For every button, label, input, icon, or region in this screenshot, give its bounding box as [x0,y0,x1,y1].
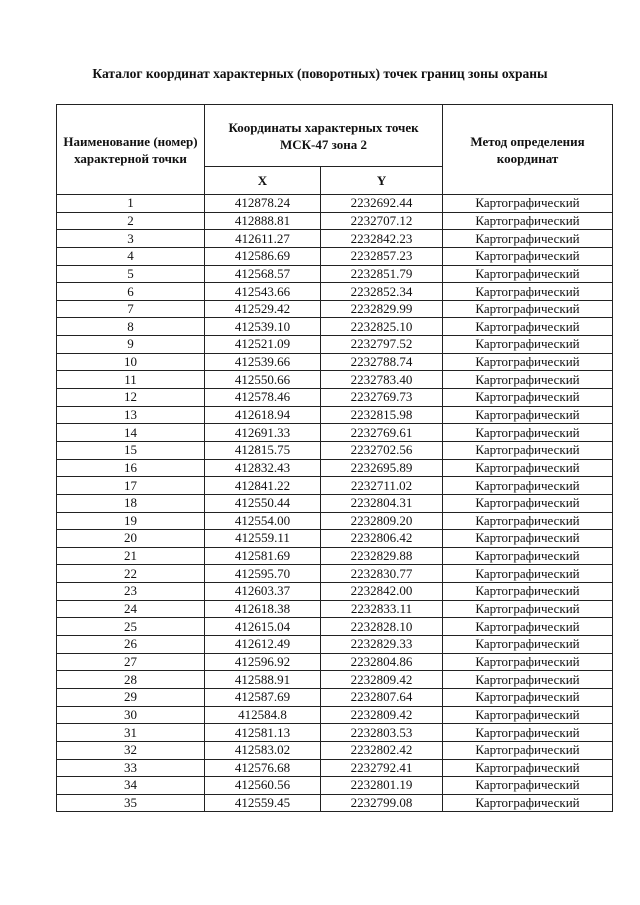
method-cell: Картографический [443,230,613,248]
table-body [57,195,613,812]
y-coordinate-cell: 2232857.23 [321,247,443,265]
method-cell: Картографический [443,371,613,389]
x-header: X [205,167,321,195]
point-number-cell: 31 [57,724,205,742]
y-coordinate-cell: 2232707.12 [321,212,443,230]
method-cell: Картографический [443,724,613,742]
point-number-cell: 13 [57,406,205,424]
point-number-cell: 27 [57,653,205,671]
y-coordinate-cell: 2232803.53 [321,724,443,742]
table-row [57,583,613,601]
y-coordinate-cell: 2232825.10 [321,318,443,336]
x-coordinate-cell: 412611.27 [205,230,321,248]
y-coordinate-cell: 2232806.42 [321,530,443,548]
y-coordinate-cell: 2232692.44 [321,195,443,213]
table-row [57,212,613,230]
y-coordinate-cell: 2232852.34 [321,283,443,301]
method-cell: Картографический [443,424,613,442]
method-cell: Картографический [443,265,613,283]
method-cell: Картографический [443,389,613,407]
method-cell: Картографический [443,600,613,618]
table-row [57,777,613,795]
y-coordinate-cell: 2232807.64 [321,688,443,706]
method-cell: Картографический [443,777,613,795]
method-cell: Картографический [443,353,613,371]
y-coordinate-cell: 2232804.86 [321,653,443,671]
table-row [57,759,613,777]
method-cell: Картографический [443,688,613,706]
method-cell: Картографический [443,300,613,318]
table-row [57,618,613,636]
table-row [57,265,613,283]
method-cell: Картографический [443,441,613,459]
x-coordinate-cell: 412584.8 [205,706,321,724]
point-number-cell: 26 [57,636,205,654]
point-number-cell: 1 [57,195,205,213]
x-coordinate-cell: 412543.66 [205,283,321,301]
y-coordinate-cell: 2232809.42 [321,706,443,724]
y-coordinate-cell: 2232809.42 [321,671,443,689]
method-cell: Картографический [443,583,613,601]
method-cell: Картографический [443,706,613,724]
table-row [57,441,613,459]
coordinates-header: Координаты характерных точек МСК-47 зона 2 [205,105,443,167]
method-cell: Картографический [443,406,613,424]
table-row [57,477,613,495]
method-cell: Картографический [443,636,613,654]
point-number-cell: 6 [57,283,205,301]
table-row [57,389,613,407]
point-number-cell: 20 [57,530,205,548]
table-row [57,371,613,389]
point-number-cell: 32 [57,741,205,759]
y-coordinate-cell: 2232829.33 [321,636,443,654]
point-number-cell: 21 [57,547,205,565]
page-title: Каталог координат характерных (поворотных) точек границ зоны охраны [92,66,548,81]
method-cell: Картографический [443,653,613,671]
point-number-cell: 2 [57,212,205,230]
table-row [57,688,613,706]
table-row [57,530,613,548]
y-coordinate-cell: 2232809.20 [321,512,443,530]
method-cell: Картографический [443,671,613,689]
y-coordinate-cell: 2232783.40 [321,371,443,389]
table-row [57,247,613,265]
coordinates-table [56,104,613,812]
y-coordinate-cell: 2232802.42 [321,741,443,759]
method-cell: Картографический [443,741,613,759]
x-coordinate-cell: 412539.66 [205,353,321,371]
table-row [57,565,613,583]
table-row [57,600,613,618]
method-cell: Картографический [443,565,613,583]
table-row [57,195,613,213]
x-coordinate-cell: 412529.42 [205,300,321,318]
table-row [57,706,613,724]
point-number-cell: 28 [57,671,205,689]
point-number-cell: 35 [57,794,205,812]
y-coordinate-cell: 2232797.52 [321,336,443,354]
table-row [57,406,613,424]
method-header: Метод определения координат [443,105,613,195]
point-number-cell: 24 [57,600,205,618]
x-coordinate-cell: 412539.10 [205,318,321,336]
y-coordinate-cell: 2232788.74 [321,353,443,371]
x-coordinate-cell: 412560.56 [205,777,321,795]
x-coordinate-cell: 412615.04 [205,618,321,636]
y-coordinate-cell: 2232815.98 [321,406,443,424]
method-cell: Картографический [443,247,613,265]
table-row [57,300,613,318]
method-cell: Картографический [443,794,613,812]
point-number-cell: 25 [57,618,205,636]
point-number-cell: 18 [57,494,205,512]
y-coordinate-cell: 2232833.11 [321,600,443,618]
x-coordinate-cell: 412521.09 [205,336,321,354]
y-coordinate-cell: 2232828.10 [321,618,443,636]
x-coordinate-cell: 412568.57 [205,265,321,283]
table-row [57,424,613,442]
x-coordinate-cell: 412603.37 [205,583,321,601]
table-row [57,353,613,371]
point-number-cell: 33 [57,759,205,777]
x-coordinate-cell: 412841.22 [205,477,321,495]
method-cell: Картографический [443,547,613,565]
point-number-cell: 4 [57,247,205,265]
y-coordinate-cell: 2232799.08 [321,794,443,812]
method-cell: Картографический [443,618,613,636]
y-coordinate-cell: 2232769.73 [321,389,443,407]
y-coordinate-cell: 2232801.19 [321,777,443,795]
table-row [57,724,613,742]
table-row [57,547,613,565]
table-row [57,636,613,654]
x-coordinate-cell: 412581.69 [205,547,321,565]
x-coordinate-cell: 412596.92 [205,653,321,671]
point-number-cell: 8 [57,318,205,336]
table-row [57,318,613,336]
y-coordinate-cell: 2232851.79 [321,265,443,283]
method-cell: Картографический [443,459,613,477]
table-row [57,230,613,248]
y-coordinate-cell: 2232842.00 [321,583,443,601]
point-number-cell: 7 [57,300,205,318]
table-row [57,512,613,530]
x-coordinate-cell: 412588.91 [205,671,321,689]
y-coordinate-cell: 2232829.99 [321,300,443,318]
table-row [57,671,613,689]
x-coordinate-cell: 412554.00 [205,512,321,530]
method-cell: Картографический [443,494,613,512]
x-coordinate-cell: 412559.11 [205,530,321,548]
point-number-cell: 15 [57,441,205,459]
y-header: Y [321,167,443,195]
x-coordinate-cell: 412550.44 [205,494,321,512]
x-coordinate-cell: 412550.66 [205,371,321,389]
method-cell: Картографический [443,477,613,495]
x-coordinate-cell: 412618.38 [205,600,321,618]
x-coordinate-cell: 412586.69 [205,247,321,265]
method-cell: Картографический [443,283,613,301]
point-number-cell: 30 [57,706,205,724]
point-number-cell: 29 [57,688,205,706]
y-coordinate-cell: 2232830.77 [321,565,443,583]
table-row [57,459,613,477]
method-cell: Картографический [443,336,613,354]
x-coordinate-cell: 412581.13 [205,724,321,742]
method-cell: Картографический [443,318,613,336]
y-coordinate-cell: 2232702.56 [321,441,443,459]
y-coordinate-cell: 2232842.23 [321,230,443,248]
point-number-cell: 3 [57,230,205,248]
point-number-cell: 11 [57,371,205,389]
table-row [57,653,613,671]
x-coordinate-cell: 412691.33 [205,424,321,442]
x-coordinate-cell: 412618.94 [205,406,321,424]
table-row [57,494,613,512]
x-coordinate-cell: 412595.70 [205,565,321,583]
y-coordinate-cell: 2232711.02 [321,477,443,495]
x-coordinate-cell: 412578.46 [205,389,321,407]
y-coordinate-cell: 2232769.61 [321,424,443,442]
table-row [57,794,613,812]
table-row [57,741,613,759]
y-coordinate-cell: 2232792.41 [321,759,443,777]
point-number-cell: 5 [57,265,205,283]
point-number-cell: 10 [57,353,205,371]
method-cell: Картографический [443,212,613,230]
x-coordinate-cell: 412878.24 [205,195,321,213]
point-number-cell: 14 [57,424,205,442]
table-row [57,336,613,354]
x-coordinate-cell: 412576.68 [205,759,321,777]
point-number-cell: 19 [57,512,205,530]
x-coordinate-cell: 412612.49 [205,636,321,654]
y-coordinate-cell: 2232695.89 [321,459,443,477]
table-row [57,283,613,301]
x-coordinate-cell: 412559.45 [205,794,321,812]
point-header: Наименование (номер) характерной точки [57,105,205,195]
y-coordinate-cell: 2232804.31 [321,494,443,512]
x-coordinate-cell: 412832.43 [205,459,321,477]
point-number-cell: 34 [57,777,205,795]
point-number-cell: 22 [57,565,205,583]
point-number-cell: 16 [57,459,205,477]
x-coordinate-cell: 412583.02 [205,741,321,759]
method-cell: Картографический [443,195,613,213]
point-number-cell: 23 [57,583,205,601]
point-number-cell: 17 [57,477,205,495]
x-coordinate-cell: 412587.69 [205,688,321,706]
x-coordinate-cell: 412888.81 [205,212,321,230]
method-cell: Картографический [443,759,613,777]
method-cell: Картографический [443,530,613,548]
x-coordinate-cell: 412815.75 [205,441,321,459]
point-number-cell: 9 [57,336,205,354]
method-cell: Картографический [443,512,613,530]
y-coordinate-cell: 2232829.88 [321,547,443,565]
point-number-cell: 12 [57,389,205,407]
table-header [57,105,613,195]
